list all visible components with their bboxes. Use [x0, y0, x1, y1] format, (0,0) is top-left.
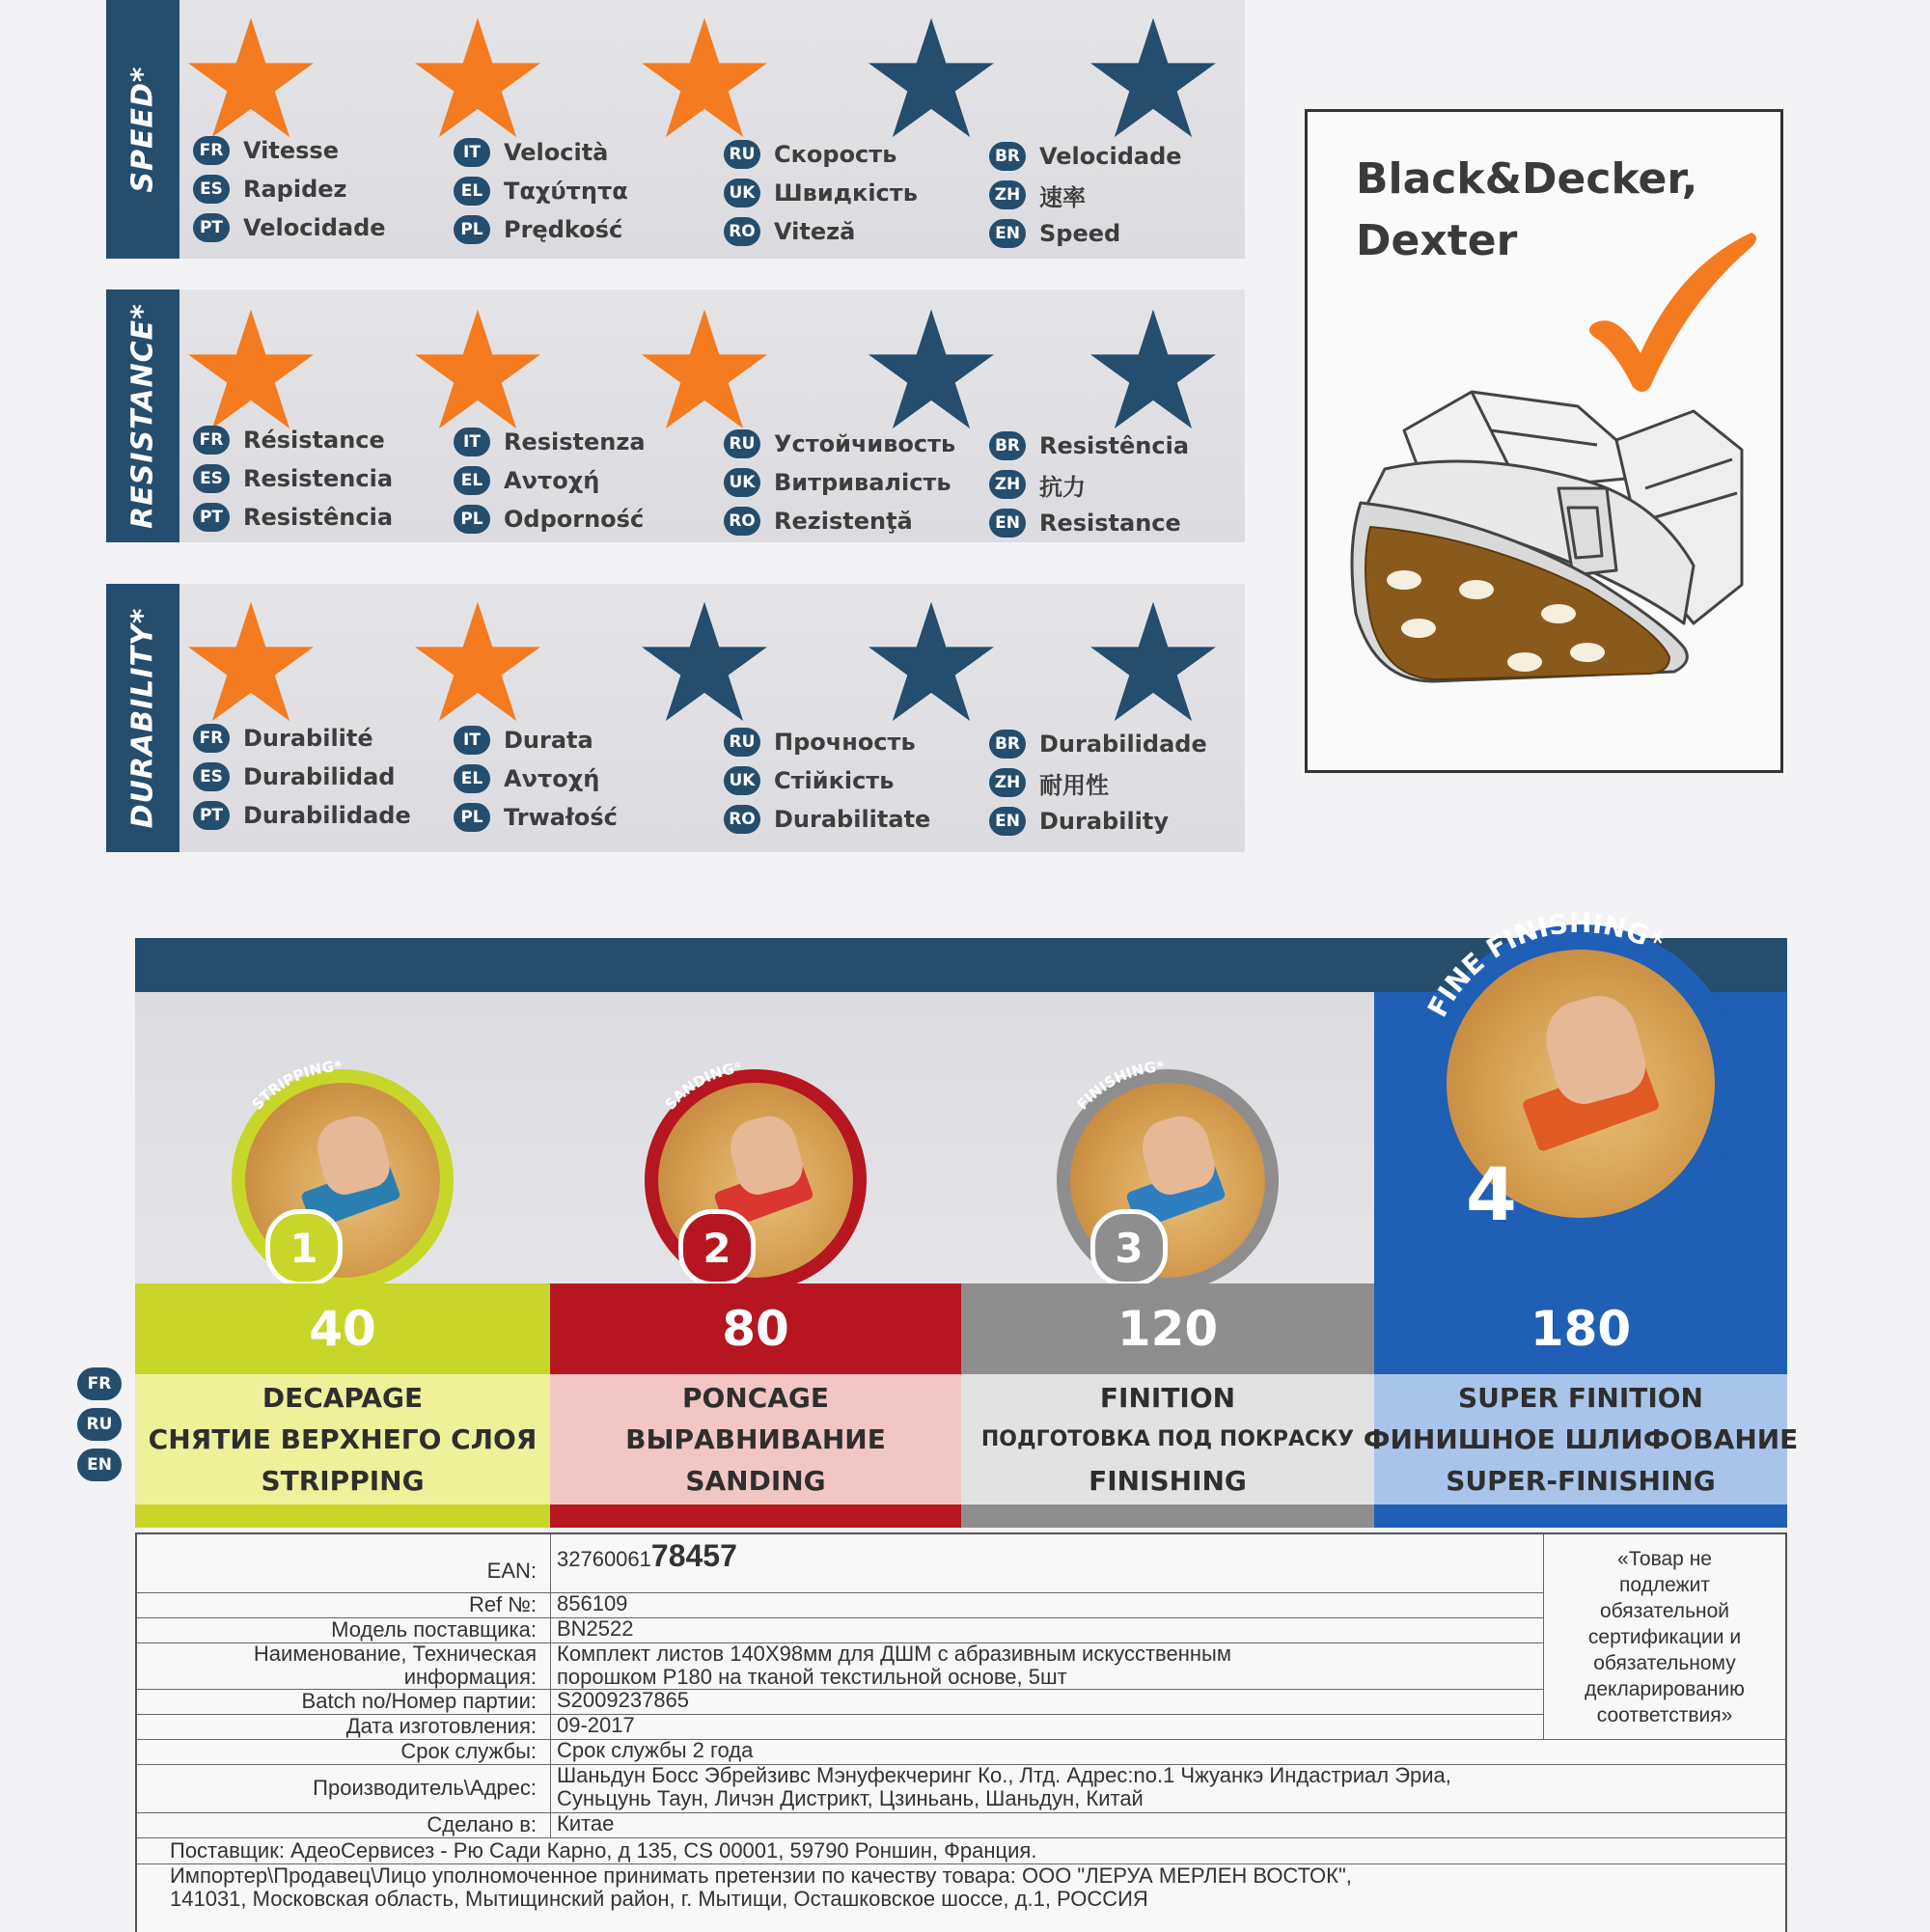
- translation-column: [989, 137, 1250, 253]
- grit-description-en: FINISHING: [1089, 1465, 1247, 1497]
- language-code-badge: IT: [454, 138, 490, 167]
- translation-row: [454, 798, 714, 837]
- name-label-line: Наименование, Техническая: [253, 1642, 537, 1666]
- spec-row-ref: [137, 1592, 1544, 1618]
- star-empty-icon: [868, 17, 994, 139]
- step-number: 4: [1466, 1151, 1517, 1237]
- translation-row: [724, 463, 984, 502]
- batch-label: Batch no/Номер партии:: [301, 1689, 537, 1713]
- translation-row: [454, 500, 714, 538]
- translation-row: [454, 133, 714, 172]
- step-arc-label: [203, 1040, 482, 1320]
- ean-suffix: 78457: [650, 1538, 737, 1573]
- star-filled-icon: [415, 309, 540, 430]
- translation-row: [724, 174, 984, 212]
- lang-badge-ru: RU: [77, 1408, 122, 1441]
- made-in-value: Китае: [550, 1812, 614, 1837]
- date-value: 09-2017: [550, 1714, 635, 1739]
- star-empty-icon: [1090, 601, 1216, 723]
- svg-text:FINE FINISHING*: [1421, 907, 1669, 1022]
- translation-text: Resistenza: [504, 428, 646, 455]
- spec-row-name: [137, 1642, 1544, 1690]
- language-code-badge: IT: [454, 726, 490, 755]
- language-code-badge: ZH: [989, 180, 1026, 209]
- lang-badge-en: EN: [77, 1449, 122, 1481]
- translation-column: [193, 719, 454, 835]
- grit-description: [135, 1374, 550, 1528]
- translation-column: [454, 133, 714, 249]
- made-in-label: Сделано в:: [427, 1812, 537, 1836]
- spec-row-date: [137, 1714, 1544, 1740]
- name-label-line: информация:: [403, 1665, 537, 1689]
- mouse-sander-icon: [1327, 373, 1751, 759]
- grit-description-fr: FINITION: [1099, 1382, 1236, 1414]
- language-code-badge: RU: [724, 728, 760, 757]
- translation-text: Trwałość: [504, 804, 618, 831]
- translation-text: 耐用性: [1039, 771, 1109, 799]
- ean-value: [550, 1534, 737, 1592]
- date-label: Дата изготовления:: [345, 1714, 537, 1738]
- svg-text:FINISHING*: [1073, 1058, 1164, 1114]
- language-code-badge: BR: [989, 431, 1026, 460]
- translation-row: [724, 800, 984, 839]
- translation-text: Швидкість: [774, 179, 918, 207]
- translation-row: [193, 421, 454, 459]
- certification-note: [1543, 1534, 1785, 1740]
- language-code-badge: BR: [989, 730, 1026, 759]
- grit-step-2: [550, 992, 961, 1528]
- ean-prefix: 32760061: [557, 1547, 651, 1571]
- translation-row: [454, 461, 714, 500]
- star-filled-icon: [415, 601, 540, 723]
- grit-description: [961, 1374, 1374, 1528]
- language-code-badge: PL: [454, 803, 490, 832]
- translation-text: Αντοχή: [504, 765, 600, 792]
- note-line: обязательной: [1599, 1599, 1730, 1622]
- translation-row: [989, 176, 1250, 214]
- translation-column: [454, 721, 714, 837]
- language-code-badge: RU: [724, 140, 760, 169]
- translation-row: [193, 208, 454, 247]
- ref-label: Ref №:: [468, 1592, 537, 1616]
- manufacturer-label: Производитель\Адрес:: [313, 1776, 537, 1800]
- translation-text: Durability: [1039, 808, 1170, 835]
- translation-text: Скорость: [774, 141, 897, 168]
- name-label: [137, 1642, 542, 1689]
- language-code-badge: FR: [193, 136, 230, 165]
- translation-text: Стійкість: [774, 767, 895, 794]
- star-empty-icon: [642, 601, 767, 723]
- language-code-badge: EL: [454, 764, 490, 793]
- band-category-tab: [106, 290, 179, 542]
- language-code-badge: EN: [989, 509, 1026, 538]
- spec-row-model: [137, 1617, 1544, 1643]
- translation-text: Velocidade: [1039, 143, 1182, 170]
- star-empty-icon: [1090, 309, 1216, 430]
- grit-description-fr: PONCAGE: [681, 1382, 830, 1414]
- translation-column: [724, 425, 984, 540]
- svg-text:STRIPPING*: [248, 1058, 342, 1114]
- grit-description-en: SUPER-FINISHING: [1446, 1465, 1716, 1497]
- language-code-badge: RU: [724, 429, 760, 458]
- brand-line-2: Dexter: [1356, 216, 1518, 265]
- translation-row: [989, 725, 1250, 763]
- language-code-badge: EL: [454, 466, 490, 495]
- grit-description-ru: ФИНИШНОЕ ШЛИФОВАНИЕ: [1363, 1423, 1799, 1455]
- language-code-badge: PL: [454, 505, 490, 534]
- grit-description: [1363, 1374, 1799, 1528]
- rating-band-durability: [106, 584, 1245, 852]
- step-arc-text: FINISHING*: [1073, 1058, 1165, 1114]
- step-arc-label: [1392, 896, 1769, 1272]
- translation-text: Αντοχή: [504, 467, 600, 494]
- note-line: обязательному: [1593, 1651, 1736, 1674]
- grit-step-1: [135, 992, 550, 1528]
- grit-number: 80: [550, 1283, 961, 1374]
- star-filled-icon: [188, 601, 314, 723]
- step-number: 1: [265, 1209, 343, 1286]
- language-code-badge: IT: [454, 428, 490, 456]
- translation-text: Rezistenţă: [774, 508, 913, 535]
- step-arc-text: SANDING*: [661, 1058, 744, 1114]
- grit-description-fr: SUPER FINITION: [1457, 1382, 1703, 1414]
- name-value: [550, 1642, 1231, 1689]
- translation-column: [454, 423, 714, 538]
- translation-row: [454, 721, 714, 759]
- translation-column: [989, 427, 1250, 542]
- translation-row: [989, 137, 1250, 176]
- language-code-badge: FR: [193, 724, 230, 753]
- language-code-badge: PT: [193, 503, 230, 532]
- grit-number: 40: [135, 1283, 550, 1374]
- translation-text: Durabilidade: [1039, 731, 1207, 758]
- translation-row: [454, 172, 714, 210]
- star-rating: [193, 601, 1226, 727]
- translation-text: Durabilité: [243, 725, 373, 752]
- step-arc-text: FINE FINISHING*: [1420, 906, 1669, 1023]
- language-code-badge: EN: [989, 807, 1026, 836]
- grit-description-en: SANDING: [685, 1465, 826, 1497]
- language-code-badge: PT: [193, 213, 230, 242]
- note-line: сертификации и: [1587, 1625, 1742, 1648]
- translation-text: Durabilidad: [243, 763, 396, 790]
- translation-row: [989, 504, 1250, 542]
- translation-row: [454, 210, 714, 249]
- translation-text: Витривалість: [774, 469, 951, 496]
- star-empty-icon: [868, 309, 994, 430]
- step-arc-label: [616, 1040, 896, 1320]
- rating-band-resistance: [106, 290, 1245, 542]
- translation-row: [193, 758, 454, 796]
- translation-row: [193, 170, 454, 208]
- translation-row: [989, 427, 1250, 465]
- translation-text: Viteză: [774, 218, 856, 245]
- band-category-tab: [106, 0, 179, 259]
- product-spec-table: [135, 1532, 1787, 1932]
- language-code-badge: RO: [724, 507, 760, 536]
- step-number: 3: [1090, 1209, 1168, 1286]
- spec-row-batch: [137, 1689, 1544, 1715]
- translation-text: Durabilidade: [243, 802, 411, 829]
- language-code-badge: ZH: [989, 768, 1026, 797]
- note-line: декларированию: [1585, 1677, 1745, 1700]
- translation-row: [724, 212, 984, 251]
- translation-row: [724, 425, 984, 463]
- translation-column: [193, 131, 454, 247]
- grit-description-fr: DECAPAGE: [262, 1382, 424, 1414]
- translation-row: [989, 214, 1250, 253]
- step-arc-label: [1028, 1040, 1308, 1320]
- language-code-badge: PL: [454, 215, 490, 244]
- band-category-label: RESISTANCE*: [125, 303, 160, 529]
- translation-row: [724, 761, 984, 800]
- translation-text: Odporność: [504, 506, 645, 533]
- grit-step-3: [961, 992, 1374, 1528]
- brand-line-1: Black&Decker,: [1356, 154, 1698, 204]
- translation-row: [989, 465, 1250, 504]
- lifetime-value: Срок службы 2 года: [550, 1739, 753, 1764]
- translation-column: [724, 135, 984, 251]
- language-code-badge: ZH: [989, 470, 1026, 499]
- lang-badge-fr: FR: [77, 1367, 122, 1400]
- translation-row: [193, 719, 454, 758]
- step-number: 2: [678, 1209, 756, 1286]
- importer-line: Импортер\Продавец\Лицо уполномоченное принимать претензии по качеству товара: ООО "ЛЕРУА МЕРЛЕН ВОСТОК",: [170, 1863, 1352, 1888]
- language-code-badge: PT: [193, 801, 230, 830]
- language-code-badge: ES: [193, 762, 230, 791]
- language-code-badge: UK: [724, 468, 760, 497]
- translation-row: [193, 131, 454, 170]
- translation-text: Прочность: [774, 729, 916, 756]
- ref-value: 856109: [550, 1592, 627, 1617]
- translation-text: Speed: [1039, 220, 1121, 247]
- translation-row: [454, 759, 714, 798]
- language-code-badge: BR: [989, 142, 1026, 171]
- grit-description: [550, 1374, 961, 1528]
- translation-column: [724, 723, 984, 839]
- star-rating: [193, 309, 1226, 434]
- translation-text: Устойчивость: [774, 430, 956, 457]
- spec-row-lifetime: [137, 1739, 1785, 1765]
- manufacturer-value: [550, 1764, 1451, 1812]
- translation-text: Vitesse: [243, 137, 339, 164]
- grit-description-ru: ПОДГОТОВКА ПОД ПОКРАСКУ: [980, 1427, 1355, 1451]
- manufacturer-line: Суньцунь Таун, Личэн Дистрикт, Цзиньань, Шаньдун, Китай: [557, 1786, 1144, 1810]
- translation-text: Velocità: [504, 139, 609, 166]
- compatibility-panel: [1305, 109, 1783, 773]
- name-value-line: порошком P180 на тканой текстильной основе, 5шт: [557, 1665, 1067, 1689]
- note-line: «Товар не: [1617, 1547, 1712, 1570]
- language-code-badge: UK: [724, 179, 760, 207]
- grit-description-ru: ВЫРАВНИВАНИЕ: [625, 1423, 886, 1455]
- manufacturer-line: Шаньдун Босс Эбрейзивс Мэнуфекчеринг Ко., Лтд. Адрес:no.1 Чжуанкэ Индастриал Эриа,: [557, 1763, 1451, 1787]
- language-code-badge: UK: [724, 766, 760, 795]
- translation-text: Résistance: [243, 427, 385, 454]
- star-filled-icon: [188, 17, 314, 139]
- grit-number: 180: [1374, 1283, 1787, 1374]
- importer-block: [137, 1864, 1785, 1915]
- grit-description-en: STRIPPING: [261, 1465, 425, 1497]
- translation-text: Resistance: [1039, 510, 1181, 537]
- translation-row: [454, 423, 714, 461]
- supplier-line: Поставщик: АдеоСервисез - Рю Сади Карно, д 135, CS 00001, 59790 Роншин, Франция.: [137, 1837, 1785, 1864]
- note-line: соответствия»: [1596, 1703, 1733, 1726]
- star-empty-icon: [868, 601, 994, 723]
- translation-text: Prędkość: [504, 216, 623, 243]
- translation-row: [193, 459, 454, 498]
- spec-row-ean: [137, 1534, 1544, 1593]
- grit-number: 120: [961, 1283, 1374, 1374]
- translation-row: [724, 502, 984, 540]
- translation-row: [724, 723, 984, 761]
- importer-line: 141031, Московская область, Мытищинский район, г. Мытищи, Осташковское шоссе, д.1, РОССИЯ: [170, 1887, 1148, 1911]
- grit-step-4: [1363, 906, 1799, 1528]
- translation-column: [989, 725, 1250, 841]
- translation-row: [989, 763, 1250, 802]
- translation-row: [193, 796, 454, 835]
- language-code-badge: RO: [724, 217, 760, 246]
- translation-text: Resistência: [243, 504, 394, 531]
- band-category-label: DURABILITY*: [125, 607, 160, 829]
- translation-text: Resistencia: [243, 465, 394, 492]
- language-code-badge: EN: [989, 219, 1026, 248]
- translation-text: Durabilitate: [774, 806, 931, 833]
- note-line: подлежит: [1619, 1573, 1710, 1596]
- ean-label: EAN:: [486, 1559, 537, 1583]
- star-filled-icon: [642, 309, 767, 430]
- translation-text: Durata: [504, 727, 593, 754]
- star-rating: [193, 17, 1226, 143]
- rating-band-speed: [106, 0, 1245, 259]
- model-label: Модель поставщика:: [331, 1617, 537, 1642]
- star-filled-icon: [415, 17, 540, 139]
- translation-row: [989, 802, 1250, 841]
- band-category-label: SPEED*: [125, 66, 160, 193]
- batch-value: S2009237865: [550, 1689, 689, 1714]
- language-code-badge: ES: [193, 175, 230, 204]
- step-arc-text: STRIPPING*: [248, 1057, 343, 1114]
- translation-column: [193, 421, 454, 537]
- model-value: BN2522: [550, 1617, 634, 1642]
- lifetime-label: Срок службы:: [400, 1739, 537, 1763]
- star-filled-icon: [642, 17, 767, 139]
- grit-description-ru: СНЯТИЕ ВЕРХНЕГО СЛОЯ: [148, 1423, 538, 1455]
- translation-row: [193, 498, 454, 537]
- translation-text: 速率: [1039, 183, 1086, 211]
- language-code-badge: FR: [193, 426, 230, 455]
- language-code-badge: ES: [193, 464, 230, 493]
- svg-text:SANDING*: [661, 1059, 743, 1114]
- band-category-tab: [106, 584, 179, 852]
- translation-row: [724, 135, 984, 174]
- star-filled-icon: [188, 309, 314, 430]
- name-value-line: Комплект листов 140Х98мм для ДШМ с абразивным искусственным: [557, 1642, 1231, 1666]
- grit-language-badges: [68, 1364, 133, 1484]
- language-code-badge: EL: [454, 177, 490, 206]
- spec-row-made-in: [137, 1812, 1785, 1838]
- translation-text: 抗力: [1039, 473, 1086, 501]
- translation-text: Resistência: [1039, 432, 1190, 459]
- language-code-badge: RO: [724, 805, 760, 834]
- star-empty-icon: [1090, 17, 1216, 139]
- translation-text: Velocidade: [243, 214, 386, 241]
- translation-text: Rapidez: [243, 176, 347, 203]
- spec-row-manufacturer: [137, 1764, 1785, 1813]
- translation-text: Ταχύτητα: [504, 178, 628, 205]
